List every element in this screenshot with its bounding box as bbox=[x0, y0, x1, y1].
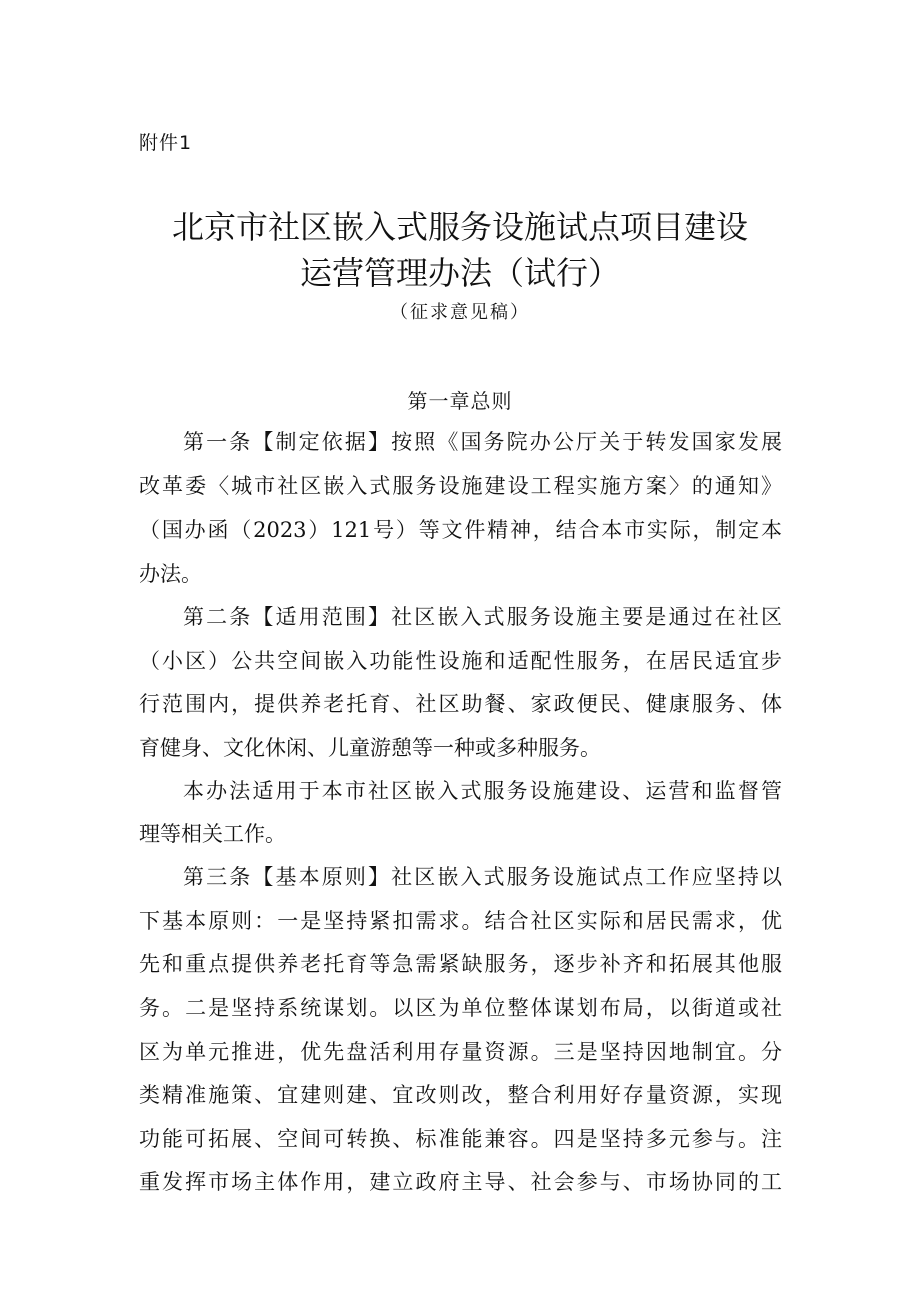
article-2-line-4: 育健身、文化休闲、儿童游憩等一种或多种服务。 bbox=[139, 736, 601, 760]
article-3-line-2: 下基本原则：一是坚持紧扣需求。结合社区实际和居民需求，优 bbox=[139, 909, 782, 933]
article-2-line-1: 第二条【适用范围】社区嵌入式服务设施主要是通过在社区 bbox=[183, 605, 782, 629]
chapter-heading: 第一章总则 bbox=[407, 389, 513, 413]
article-1-line-4: 办法。 bbox=[139, 562, 202, 586]
attachment-label: 附件1 bbox=[139, 132, 193, 154]
article-3-line-4: 务。二是坚持系统谋划。以区为单位整体谋划布局，以街道或社 bbox=[139, 996, 782, 1020]
article-2-line-2: （小区）公共空间嵌入功能性设施和适配性服务，在居民适宜步 bbox=[139, 649, 782, 673]
scope-line-1: 本办法适用于本市社区嵌入式服务设施建设、运营和监督管 bbox=[183, 779, 782, 803]
article-2-line-3: 行范围内，提供养老托育、社区助餐、家政便民、健康服务、体 bbox=[139, 692, 782, 716]
article-3-line-8: 重发挥市场主体作用，建立政府主导、社会参与、市场协同的工 bbox=[139, 1170, 782, 1194]
article-3-line-1: 第三条【基本原则】社区嵌入式服务设施试点工作应坚持以 bbox=[183, 865, 782, 889]
article-3-line-5: 区为单元推进，优先盘活利用存量资源。三是坚持因地制宜。分 bbox=[139, 1040, 782, 1064]
scope-line-2: 理等相关工作。 bbox=[139, 822, 286, 846]
document-title-line-1: 北京市社区嵌入式服务设施试点项目建设 bbox=[171, 208, 748, 246]
document-subtitle: （征求意见稿） bbox=[390, 302, 530, 323]
article-3-line-6: 类精准施策、宜建则建、宜改则改，整合利用好存量资源，实现 bbox=[139, 1083, 782, 1107]
article-3-line-3: 先和重点提供养老托育等急需紧缺服务，逐步补齐和拓展其他服 bbox=[139, 952, 782, 976]
article-1-line-3: （国办函（2023）121号）等文件精神，结合本市实际，制定本 bbox=[139, 518, 782, 542]
article-1-line-1: 第一条【制定依据】按照《国务院办公厅关于转发国家发展 bbox=[183, 430, 782, 454]
article-1-line-2: 改革委〈城市社区嵌入式服务设施建设工程实施方案〉的通知》 bbox=[139, 474, 782, 498]
article-3-line-7: 功能可拓展、空间可转换、标准能兼容。四是坚持多元参与。注 bbox=[139, 1127, 782, 1151]
document-title-line-2: 运营管理办法（试行） bbox=[299, 254, 620, 292]
